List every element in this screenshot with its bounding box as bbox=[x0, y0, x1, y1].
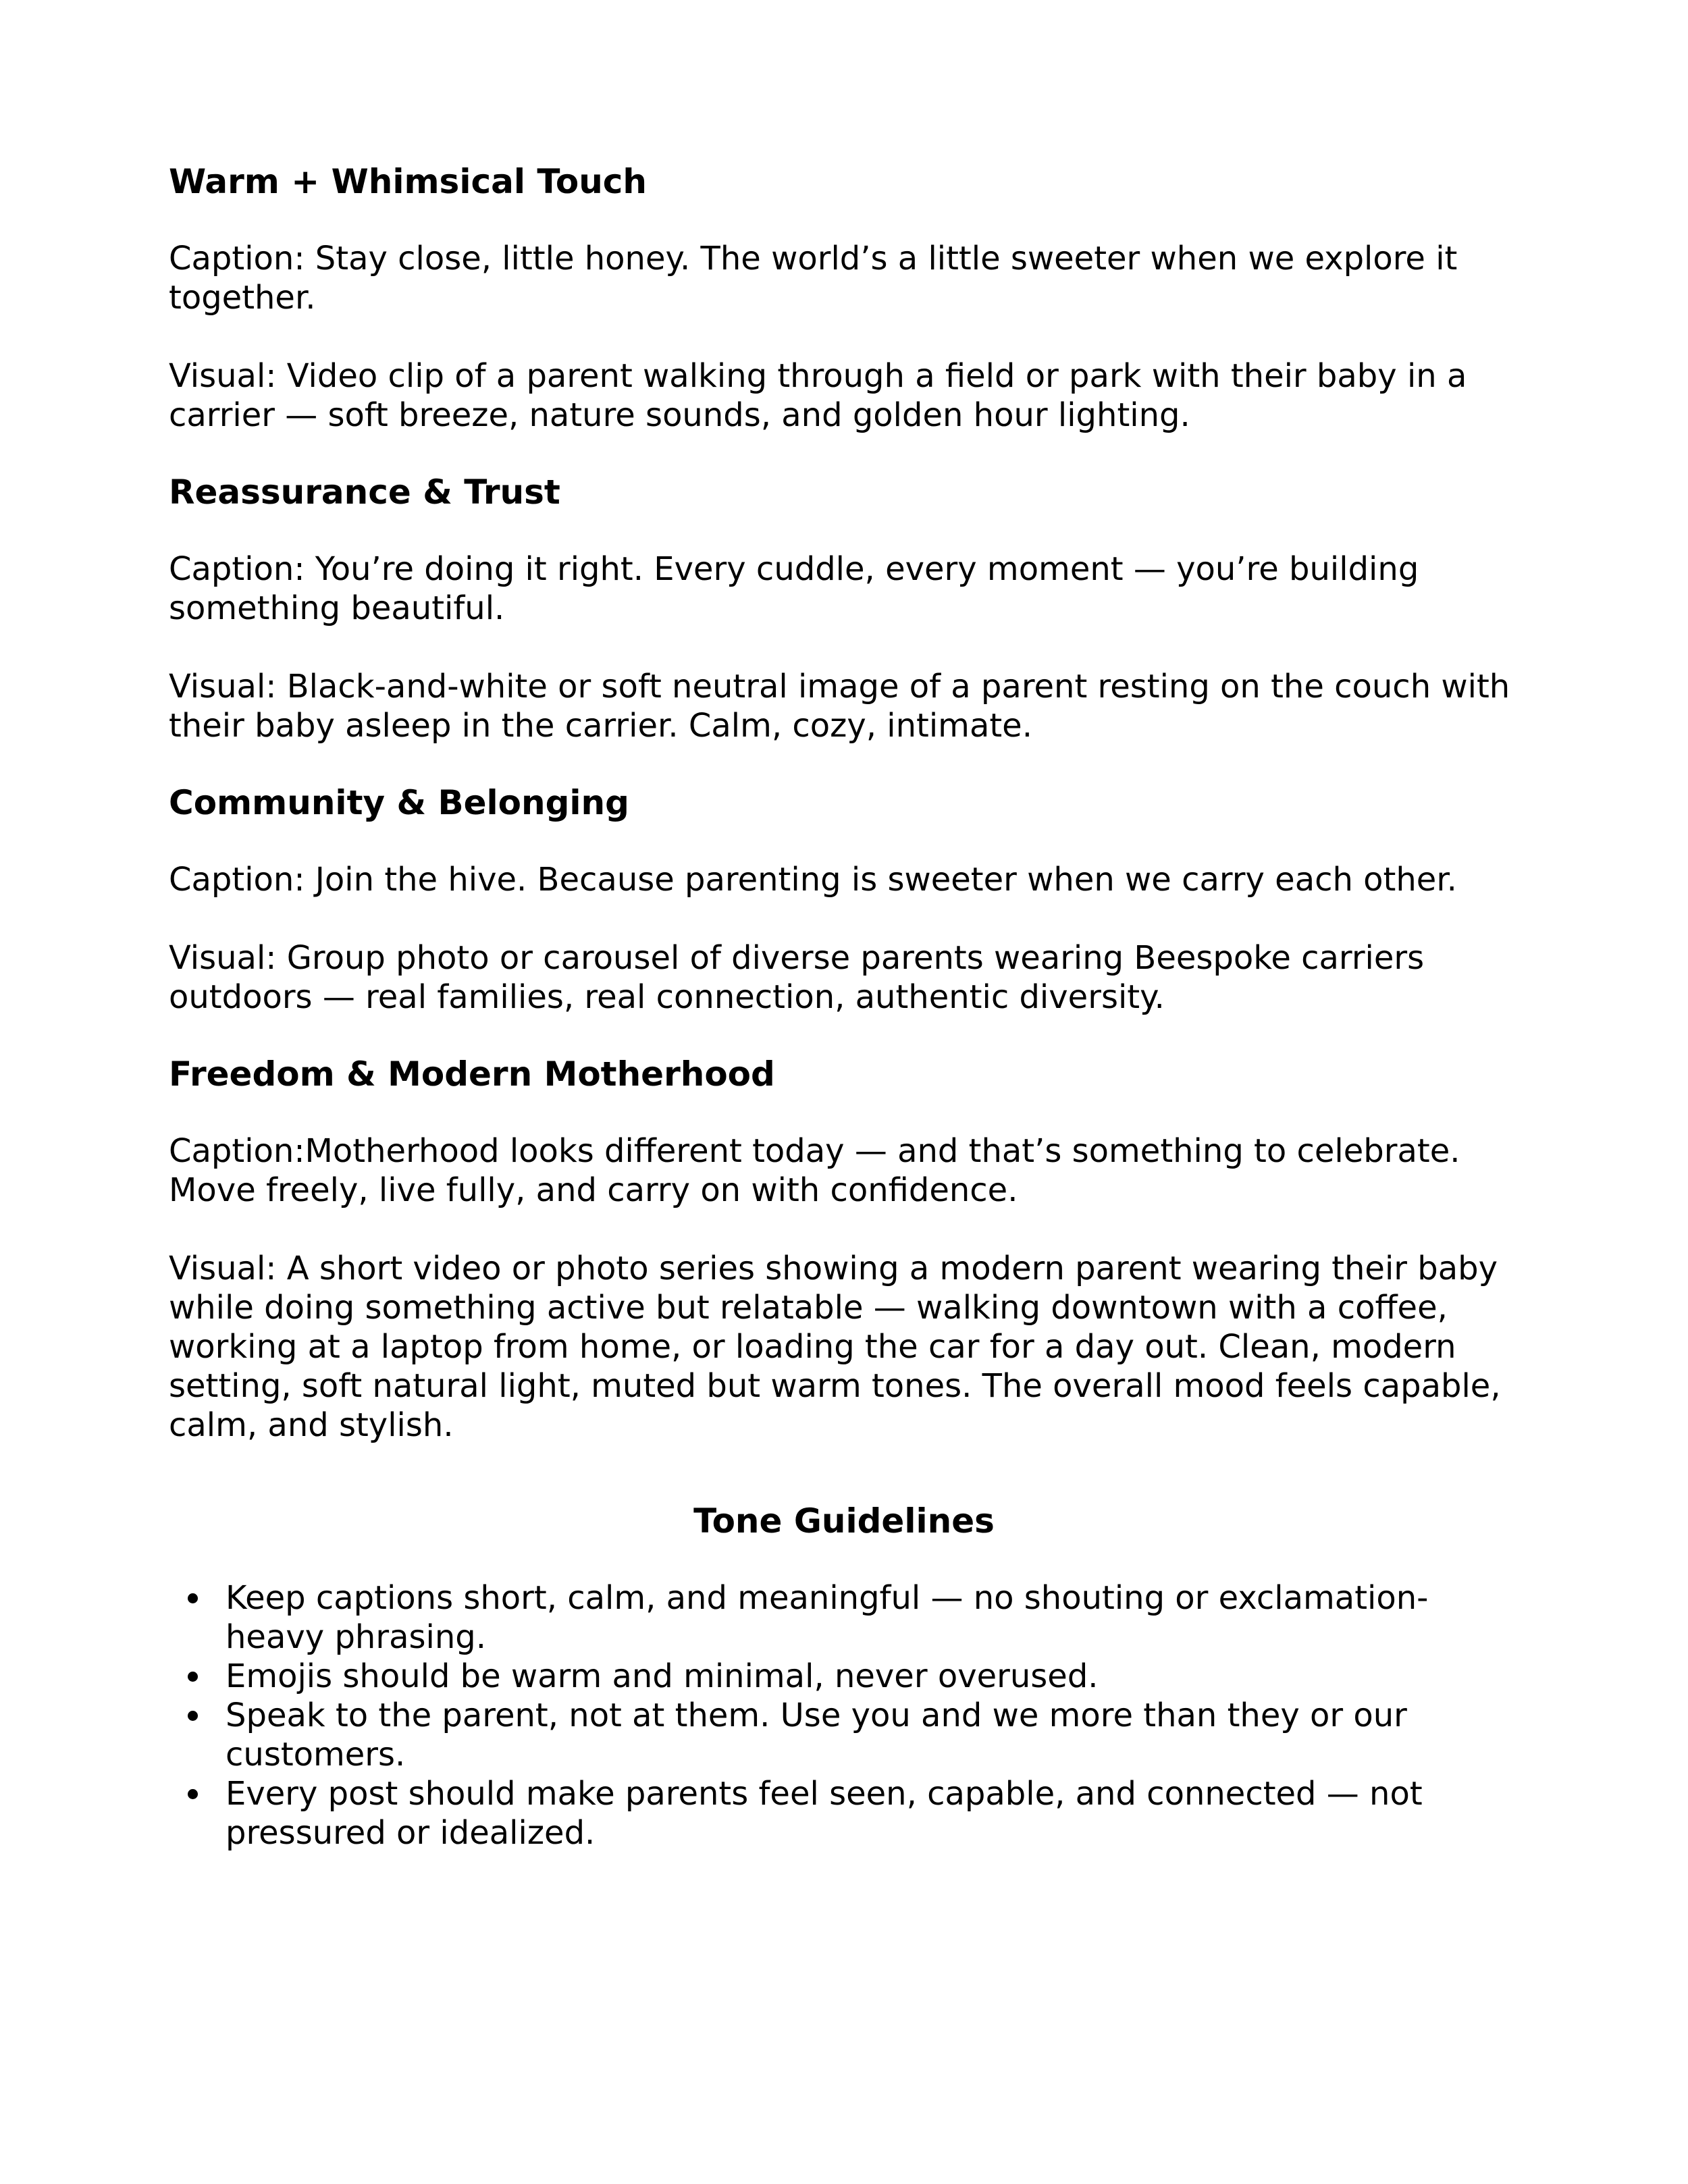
list-item-text: Every post should make parents feel seen, capable, and connected — not pressured or idealized. bbox=[226, 1775, 1423, 1852]
list-item-text: Speak to the parent, not at them. Use you and we more than they or our customers. bbox=[226, 1697, 1407, 1774]
caption-text: Caption: Join the hive. Because parenting is sweeter when we carry each other. bbox=[169, 861, 1457, 899]
bullet-icon bbox=[188, 1711, 198, 1721]
list-item bbox=[169, 1657, 1519, 1696]
caption-text: Caption:Motherhood looks different today — and that’s something to celebrate. Move freely, live fully, and carry on with confidence. bbox=[169, 1132, 1460, 1209]
caption-text: Caption: You’re doing it right. Every cuddle, every moment — you’re building something beautiful. bbox=[169, 550, 1419, 627]
section-warm-whimsical bbox=[169, 159, 1519, 435]
bullet-icon bbox=[188, 1672, 198, 1682]
visual-text: Visual: Video clip of a parent walking through a field or park with their baby in a carrier — soft breeze, nature sounds, and golden hour lighting. bbox=[169, 357, 1467, 434]
section-reassurance-trust bbox=[169, 470, 1519, 745]
list-item bbox=[169, 1578, 1519, 1657]
document-content bbox=[169, 159, 1519, 1853]
section-freedom-modern-motherhood bbox=[169, 1052, 1519, 1445]
visual-text: Visual: Black-and-white or soft neutral image of a parent resting on the couch with their baby asleep in the carrier. Calm, cozy, intimate. bbox=[169, 668, 1510, 745]
section-heading: Freedom & Modern Motherhood bbox=[169, 1055, 775, 1094]
tone-guidelines-section bbox=[169, 1499, 1519, 1853]
list-item-text: Emojis should be warm and minimal, never overused. bbox=[226, 1657, 1099, 1695]
bullet-icon bbox=[188, 1593, 198, 1603]
tone-guidelines-heading: Tone Guidelines bbox=[693, 1501, 995, 1541]
caption-text: Caption: Stay close, little honey. The world’s a little sweeter when we explore it together. bbox=[169, 240, 1458, 317]
list-item bbox=[169, 1774, 1519, 1853]
list-item bbox=[169, 1696, 1519, 1774]
visual-text: Visual: Group photo or carousel of diverse parents wearing Beespoke carriers outdoors — real families, real connection, authentic diversity. bbox=[169, 939, 1425, 1016]
section-heading: Community & Belonging bbox=[169, 783, 629, 822]
visual-text: Visual: A short video or photo series showing a modern parent wearing their baby while doing something active but relatable — walking downtown with a coffee, working at a laptop from home, or loading the car for a day out. Clean, modern setting, soft natural light, muted but warm tones. The overall mood feels capable, calm, and stylish. bbox=[169, 1250, 1501, 1444]
bullet-icon bbox=[188, 1789, 198, 1799]
list-item-text: Keep captions short, calm, and meaningful — no shouting or exclamation-heavy phrasing. bbox=[226, 1579, 1429, 1656]
tone-guidelines-list bbox=[169, 1578, 1519, 1853]
section-heading: Warm + Whimsical Touch bbox=[169, 162, 648, 201]
section-heading: Reassurance & Trust bbox=[169, 473, 560, 512]
section-community-belonging bbox=[169, 780, 1519, 1017]
